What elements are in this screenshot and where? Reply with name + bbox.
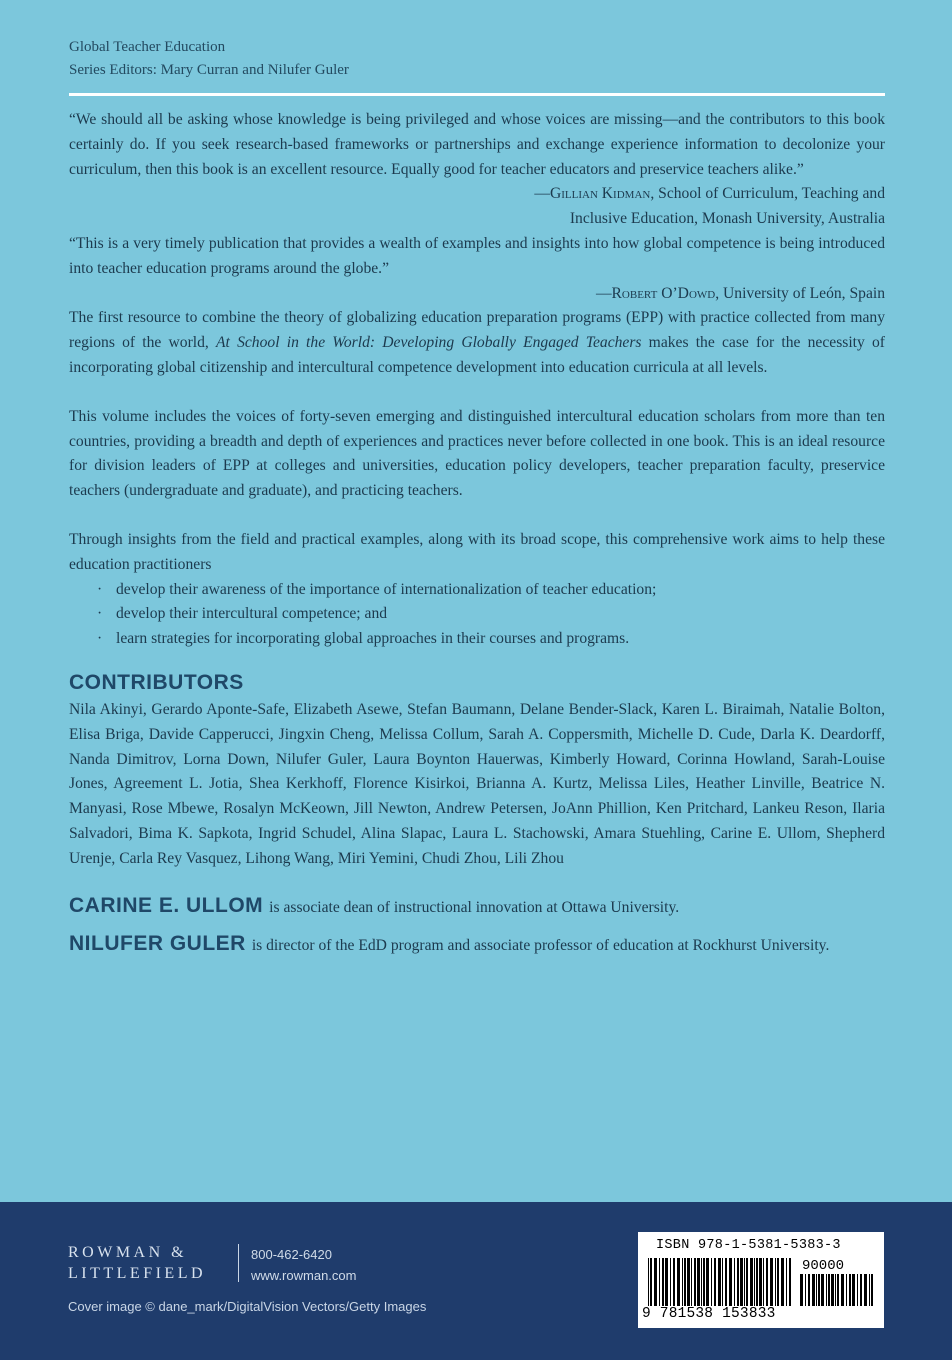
attribution-dash: — bbox=[534, 185, 550, 203]
publisher-phone: 800-462-6420 bbox=[251, 1247, 332, 1262]
barcode-bar bbox=[816, 1274, 817, 1306]
barcode-bar bbox=[706, 1258, 709, 1306]
list-item-text: learn strategies for incorporating global approaches in their courses and programs. bbox=[116, 630, 630, 648]
barcode-bar bbox=[805, 1274, 806, 1306]
barcode-bar bbox=[648, 1258, 649, 1306]
ean-digits: 9 781538 153833 bbox=[642, 1306, 776, 1322]
attribution-dash: — bbox=[595, 284, 612, 302]
price-code: 90000 bbox=[802, 1258, 845, 1274]
barcode-bar bbox=[759, 1258, 762, 1306]
attribution-author: Robert O’Dowd bbox=[611, 284, 716, 302]
barcode-bar bbox=[871, 1274, 873, 1306]
barcode-bar bbox=[740, 1258, 743, 1306]
contributors-list: Nila Akinyi, Gerardo Aponte-Safe, Elizabeth Asewe, Stefan Baumann, Delane Bender-Slack, Karen L. Biraimah, Natalie Bolton, Elisa Briga, Davide Capperucci, Jingxin Cheng, Melissa Collum, Sarah A. Coppersmith, Michelle D. Cude, Darla K. Deardorff, Nanda Dimitrov, Lorna Down, Nilufer Guler, Laura Boynton Hauerwas, Kimberly Howard, Corinna Howland, Sarah-Louise Jones, Agreement L. Jotia, Shea Kerkhoff, Florence Kisirkoi, Brianna A. Kurtz, Melissa Liles, Heather Linville, Beatrice N. Manyasi, Rose Mbewe, Rosalyn McKeown, Jill Newton, Andrew Petersen, JoAnn Phillion, Ken Pritchard, Lankeu Reson, Ilaria Salvadori, Bima K. Sapkota, Ingrid Schudel, Alina Slapac, Laura L. Stachowski, Amara Stuehling, Carine E. Ullom, Shepherd Urenje, Carla Rey Vasquez, Lihong Wang, Miri Yemini, Chudi Zhou, Lili Zhou bbox=[69, 700, 885, 867]
barcode-bar bbox=[789, 1258, 791, 1306]
barcode-bar bbox=[659, 1258, 660, 1306]
barcode-bar bbox=[729, 1258, 732, 1306]
quote-odowd: “This is a very timely publication that provides a wealth of examples and insights into how global competence is being introduced into teacher education programs around the globe.” bbox=[69, 234, 885, 277]
description-paragraph-1 bbox=[69, 306, 885, 380]
barcode-bar bbox=[860, 1274, 862, 1306]
barcode-bar bbox=[835, 1274, 836, 1306]
barcode-bar bbox=[808, 1274, 810, 1306]
barcode-bar bbox=[775, 1258, 776, 1306]
barcode-bar bbox=[701, 1258, 702, 1306]
bullet-icon: · bbox=[97, 630, 103, 648]
attribution-author: Gillian Kidman bbox=[549, 185, 651, 203]
barcode-bar bbox=[800, 1274, 803, 1306]
barcode-bar bbox=[849, 1274, 851, 1306]
addon-barcode-bars bbox=[800, 1274, 876, 1306]
bullet-icon: · bbox=[97, 580, 103, 598]
quote-kidman: “We should all be asking whose knowledge is being privileged and whose voices are missing—and the contributors to this book certainly do. If you seek research-based frameworks or partnerships and exchange experience information to decolonize your curriculum, then this book is an excellent resource. Equally good for teacher educators and preservice teachers alike.” bbox=[69, 111, 885, 178]
barcode-bar bbox=[744, 1258, 745, 1306]
isbn-label: ISBN 978-1-5381-5383-3 bbox=[656, 1238, 841, 1253]
barcode-bar bbox=[682, 1258, 683, 1306]
list-item bbox=[97, 578, 885, 603]
attribution-affiliation-line2: Inclusive Education, Monash University, Australia bbox=[569, 210, 885, 228]
barcode-bar bbox=[684, 1258, 686, 1306]
barcode-bar bbox=[831, 1274, 834, 1306]
series-editors: Series Editors: Mary Curran and Nilufer Guler bbox=[69, 62, 349, 78]
list-item-text: develop their intercultural competence; and bbox=[116, 605, 388, 623]
barcode-bar bbox=[756, 1258, 758, 1306]
barcode-bar bbox=[734, 1258, 735, 1306]
barcode-bar bbox=[857, 1274, 858, 1306]
quote-kidman-attribution bbox=[69, 182, 885, 232]
list-item bbox=[97, 627, 885, 652]
barcode-bar bbox=[725, 1258, 727, 1306]
barcode-bar bbox=[714, 1258, 716, 1306]
series-info bbox=[69, 36, 349, 82]
barcode-bar bbox=[673, 1258, 675, 1306]
barcode-bar bbox=[781, 1258, 784, 1306]
barcode-bar bbox=[662, 1258, 664, 1306]
barcode-bar bbox=[750, 1258, 753, 1306]
barcode-bar bbox=[852, 1274, 855, 1306]
publisher-logo-line2: LITTLEFIELD bbox=[68, 1265, 207, 1282]
isbn-barcode bbox=[638, 1232, 884, 1328]
cover-image-credit: Cover image © dane_mark/DigitalVision Vectors/Getty Images bbox=[68, 1299, 427, 1314]
barcode-bar bbox=[786, 1258, 787, 1306]
attribution-affiliation-line1: , University of León, Spain bbox=[715, 284, 885, 302]
barcode-bar bbox=[841, 1274, 844, 1306]
barcode-bar bbox=[869, 1274, 870, 1306]
series-title: Global Teacher Education bbox=[69, 39, 226, 55]
barcode-bar bbox=[694, 1258, 696, 1306]
editor-bio-text: is associate dean of instructional innovation at Ottawa University. bbox=[269, 898, 680, 916]
publisher-footer bbox=[0, 1202, 952, 1360]
attribution-affiliation-line1: , School of Curriculum, Teaching and bbox=[650, 185, 885, 203]
list-item-text: develop their awareness of the importance of internationalization of teacher education; bbox=[116, 580, 657, 598]
back-cover-content bbox=[69, 108, 885, 959]
barcode-bar bbox=[828, 1274, 830, 1306]
barcode-bar bbox=[654, 1258, 657, 1306]
barcode-bar bbox=[670, 1258, 671, 1306]
barcode-bar bbox=[687, 1258, 690, 1306]
barcode-bar bbox=[737, 1258, 739, 1306]
publisher-contact bbox=[251, 1244, 356, 1286]
barcode-bar bbox=[777, 1258, 779, 1306]
barcode-bar bbox=[746, 1258, 748, 1306]
description-text: The first resource to combine the theory of globalizing education preparation programs (EPP) with practice collected from many regions of the world, bbox=[69, 309, 885, 352]
publisher-logo bbox=[68, 1242, 206, 1284]
aims-list bbox=[69, 578, 885, 652]
barcode-bar bbox=[846, 1274, 847, 1306]
quote-odowd-attribution bbox=[69, 282, 885, 307]
editor-bio-ullom bbox=[69, 894, 885, 921]
publisher-logo-line1: ROWMAN & bbox=[68, 1244, 188, 1261]
description-text: makes the case for the necessity of incorporating global citizenship and intercultural competence development into education curricula at all levels. bbox=[69, 334, 885, 376]
barcode-bar bbox=[677, 1258, 680, 1306]
barcode-bar bbox=[711, 1258, 712, 1306]
barcode-bar bbox=[650, 1258, 652, 1306]
barcode-bar bbox=[763, 1258, 764, 1306]
barcode-bar bbox=[864, 1274, 867, 1306]
contributors-heading: CONTRIBUTORS bbox=[69, 670, 244, 694]
publisher-divider bbox=[238, 1244, 239, 1282]
barcode-bar bbox=[691, 1258, 692, 1306]
barcode-bar bbox=[697, 1258, 700, 1306]
barcode-bar bbox=[837, 1274, 839, 1306]
barcode-bar bbox=[665, 1258, 668, 1306]
barcode-bar bbox=[766, 1258, 768, 1306]
editor-bio-guler bbox=[69, 932, 885, 959]
barcode-bar bbox=[703, 1258, 705, 1306]
editor-bio-text: is director of the EdD program and associate professor of education at Rockhurst University. bbox=[251, 937, 830, 955]
barcode-bar bbox=[718, 1258, 721, 1306]
barcode-bar bbox=[818, 1274, 820, 1306]
barcode-bar bbox=[826, 1274, 827, 1306]
description-paragraph-2: This volume includes the voices of forty-seven emerging and distinguished intercultural education scholars from more than ten countries, providing a breadth and depth of experiences and practices never before collected in one book. This is an ideal resource for division leaders of EPP at colleges and universities, education policy developers, teacher preparation faculty, preservice teachers (undergraduate and graduate), and practicing teachers. bbox=[69, 407, 885, 500]
editor-name: NILUFER GULER bbox=[69, 932, 246, 956]
barcode-bar bbox=[812, 1274, 815, 1306]
ean-barcode-bars bbox=[648, 1258, 794, 1306]
book-title: At School in the World: Developing Globally Engaged Teachers bbox=[216, 334, 642, 352]
editor-name: CARINE E. ULLOM bbox=[69, 893, 264, 917]
barcode-bar bbox=[821, 1274, 824, 1306]
description-paragraph-3: Through insights from the field and practical examples, along with its broad scope, this comprehensive work aims to help these education practitioners bbox=[69, 530, 885, 573]
barcode-bar bbox=[770, 1258, 773, 1306]
list-item bbox=[97, 602, 885, 627]
bullet-icon: · bbox=[97, 605, 103, 623]
header-divider bbox=[69, 93, 885, 96]
barcode-bar bbox=[722, 1258, 723, 1306]
publisher-website: www.rowman.com bbox=[251, 1268, 357, 1283]
barcode-bar bbox=[754, 1258, 755, 1306]
